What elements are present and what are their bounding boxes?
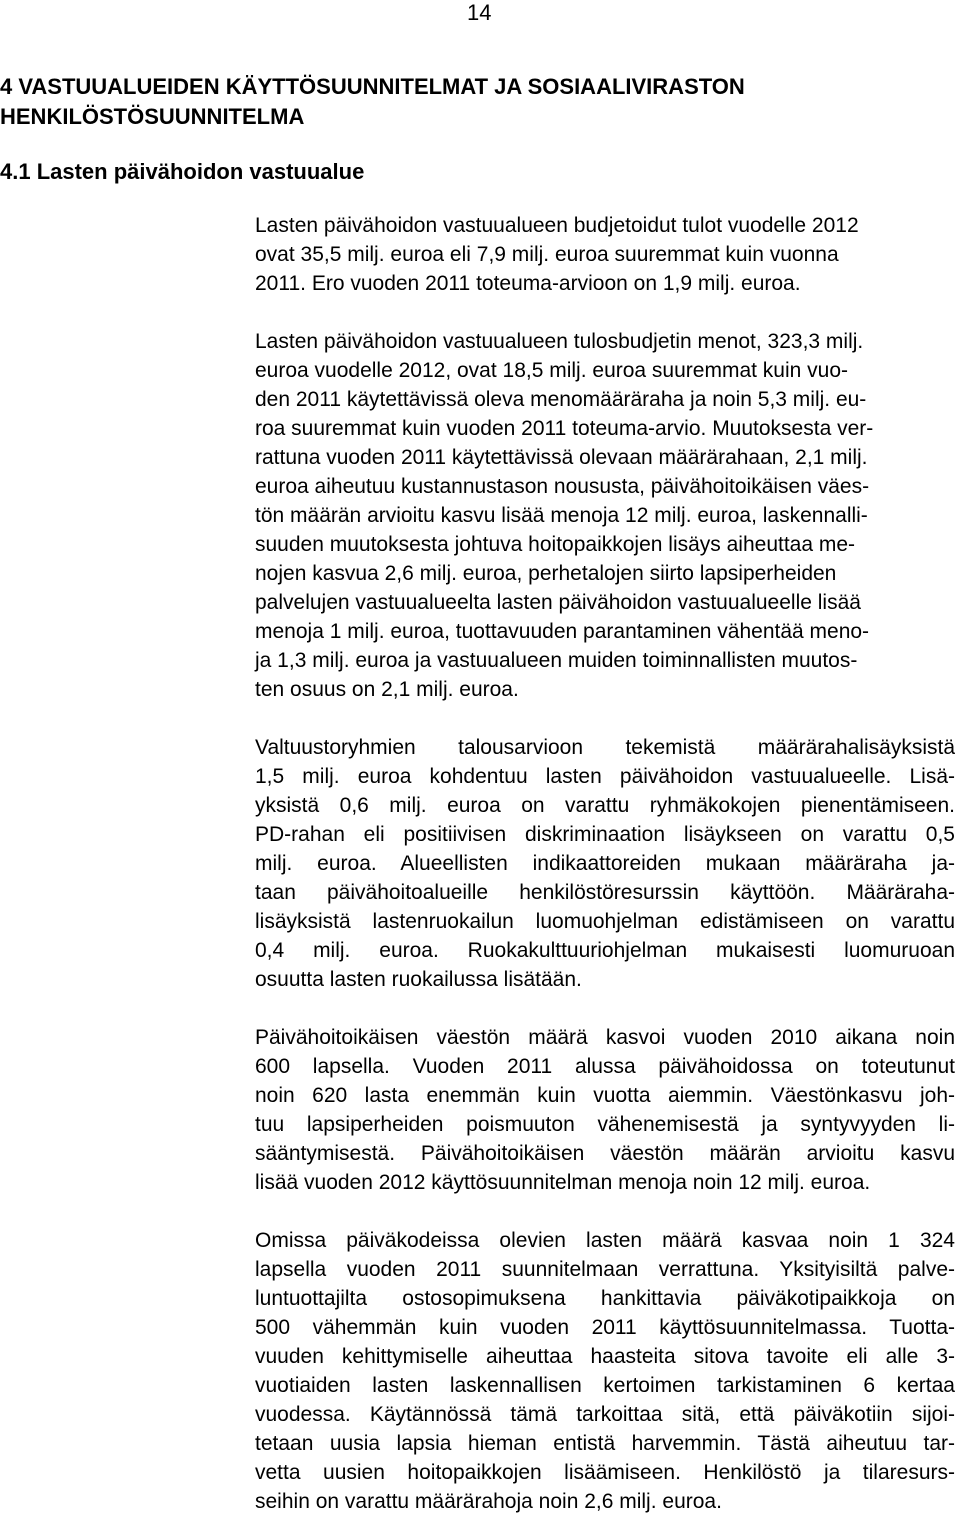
chapter-heading-line: HENKILÖSTÖSUUNNITELMA [0,104,305,129]
text-line: 0,4 milj. euroa. Ruokakulttuuriohjelman mukaisesti luomuruoan [255,939,955,962]
paragraph [255,211,955,298]
paragraph-gap [255,1197,955,1226]
document-body [255,211,955,1516]
text-line: palvelujen vastuualueelta lasten päivähoidon vastuualueelle lisää [255,591,861,614]
text-line: Omissa päiväkodeissa olevien lasten määrä kasvaa noin 1 324 [255,1229,955,1252]
text-line: menoja 1 milj. euroa, tuottavuuden parantaminen vähentää meno- [255,620,870,643]
text-line: vuotiaiden lasten laskennallisen kertoimen tarkistaminen 6 kertaa [255,1374,955,1397]
paragraph [255,1226,955,1516]
text-line: roa suuremmat kuin vuoden 2011 toteuma-arvio. Muutoksesta ver- [255,417,874,440]
text-line: euroa aiheutuu kustannustason noususta, päivähoitoikäisen väes- [255,475,870,498]
text-line: yksistä 0,6 milj. euroa on varattu ryhmäkokojen pienentämiseen. [255,794,955,817]
text-line: 600 lapsella. Vuoden 2011 alussa päivähoidossa on toteutunut [255,1055,955,1078]
text-line: sääntymisestä. Päivähoitoikäisen väestön määrän arvioitu kasvu [255,1142,955,1165]
paragraph-gap [255,994,955,1023]
chapter-heading-line: 4 VASTUUALUEIDEN KÄYTTÖSUUNNITELMAT JA SOSIAALIVIRASTON [0,74,745,99]
paragraph [255,327,955,704]
text-line: seihin on varattu määrärahoja noin 2,6 milj. euroa. [255,1490,722,1513]
text-line: tuu lapsiperheiden poismuuton vähenemisestä ja syntyvyyden li- [255,1113,955,1136]
text-line: luntuottajilta ostosopimuksena hankittavia päiväkotipaikkoja on [255,1287,955,1310]
text-line: nojen kasvua 2,6 milj. euroa, perhetalojen siirto lapsiperheiden [255,562,837,585]
text-line: Lasten päivähoidon vastuualueen budjetoidut tulot vuodelle 2012 [255,214,859,237]
text-line: den 2011 käytettävissä oleva menomääräraha ja noin 5,3 milj. eu- [255,388,867,411]
text-line: PD-rahan eli positiivisen diskriminaation lisäykseen on varattu 0,5 [255,823,955,846]
text-line: ten osuus on 2,1 milj. euroa. [255,678,519,701]
text-line: 500 vähemmän kuin vuoden 2011 käyttösuunnitelmassa. Tuotta- [255,1316,955,1339]
text-line: 1,5 milj. euroa kohdentuu lasten päivähoidon vastuualueelle. Lisä- [255,765,955,788]
text-line: ovat 35,5 milj. euroa eli 7,9 milj. euroa suuremmat kuin vuonna [255,243,839,266]
paragraph [255,733,955,994]
text-line: osuutta lasten ruokailussa lisätään. [255,968,582,991]
page-number: 14 [467,0,492,25]
paragraph-gap [255,298,955,327]
text-line: lisää vuoden 2012 käyttösuunnitelman menoja noin 12 milj. euroa. [255,1171,871,1194]
text-line: euroa vuodelle 2012, ovat 18,5 milj. euroa suuremmat kuin vuo- [255,359,849,382]
text-line: Valtuustoryhmien talousarvioon tekemistä määrärahalisäyksistä [255,736,955,759]
text-line: Lasten päivähoidon vastuualueen tulosbudjetin menot, 323,3 milj. [255,330,864,353]
text-line: Päivähoitoikäisen väestön määrä kasvoi vuoden 2010 aikana noin [255,1026,955,1049]
chapter-heading [0,72,960,132]
text-line: lapsella vuoden 2011 suunnitelmaan verrattuna. Yksityisiltä palve- [255,1258,955,1281]
text-line: tön määrän arvioitu kasvu lisää menoja 12 milj. euroa, laskennalli- [255,504,868,527]
text-line: suuden muutoksesta johtuva hoitopaikkojen lisäys aiheuttaa me- [255,533,856,556]
text-line: noin 620 lasta enemmän kuin vuotta aiemmin. Väestönkasvu joh- [255,1084,955,1107]
text-line: vetta uusien hoitopaikkojen lisäämiseen. Henkilöstö ja tilaresurs- [255,1461,955,1484]
text-line: ja 1,3 milj. euroa ja vastuualueen muiden toiminnallisten muutos- [255,649,858,672]
text-line: vuuden kehittymiselle aiheuttaa haasteita sitova tavoite eli alle 3- [255,1345,955,1368]
section-heading: 4.1 Lasten päivähoidon vastuualue [0,159,365,184]
text-line: 2011. Ero vuoden 2011 toteuma-arvioon on 1,9 milj. euroa. [255,272,801,295]
text-line: milj. euroa. Alueellisten indikaattoreiden mukaan määräraha ja- [255,852,955,875]
text-line: rattuna vuoden 2011 käytettävissä olevaan määrärahaan, 2,1 milj. [255,446,868,469]
text-line: tetaan uusia lapsia hieman entistä harvemmin. Tästä aiheutuu tar- [255,1432,955,1455]
text-line: lisäyksistä lastenruokailun luomuohjelman edistämiseen on varattu [255,910,955,933]
text-line: vuodessa. Käytännössä tämä tarkoittaa sitä, että päiväkotiin sijoi- [255,1403,955,1426]
text-line: taan päivähoitoalueille henkilöstöresurssin käyttöön. Määräraha- [255,881,955,904]
paragraph-gap [255,704,955,733]
paragraph [255,1023,955,1197]
